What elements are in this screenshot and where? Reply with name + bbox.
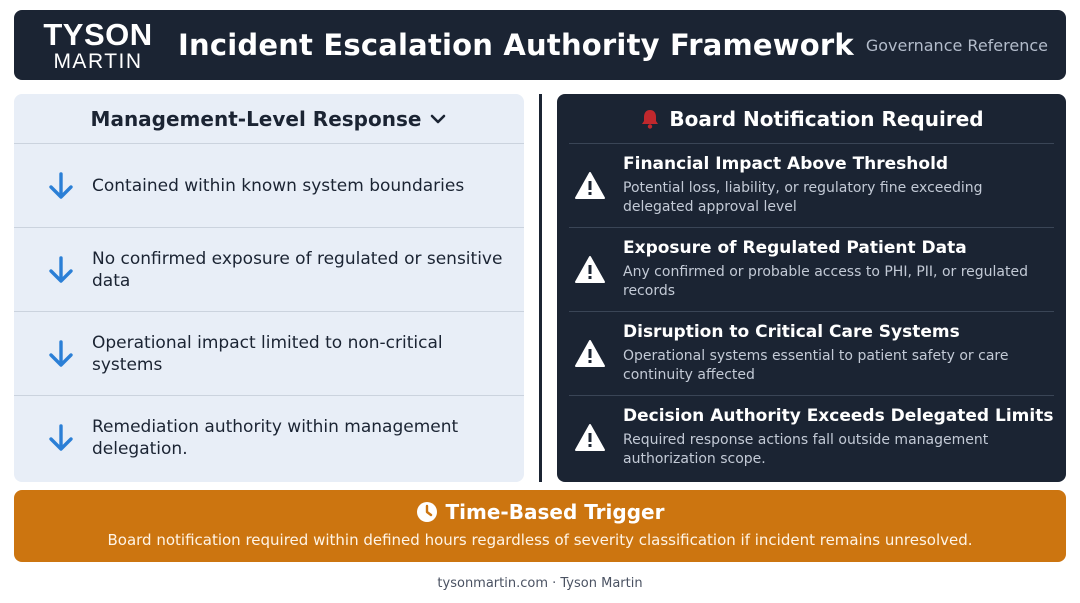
header-subtitle: Governance Reference [865,35,1048,55]
list-item [569,144,1054,228]
management-heading [14,94,524,144]
arrow-down-icon [47,423,75,453]
chevron-down-icon [429,110,447,128]
trigger-heading-label: Time-Based Trigger [445,500,665,524]
arrow-down-icon [47,339,75,369]
page-title: Incident Escalation Authority Framework [178,28,854,62]
board-panel [557,94,1066,482]
list-item [14,228,524,312]
management-item-text: Operational impact limited to non-critical systems [92,332,443,375]
list-item [14,396,524,480]
management-item-text: No confirmed exposure of regulated or sensitive data [92,248,503,291]
board-item-title: Exposure of Regulated Patient Data [623,238,967,258]
management-item-text: Remediation authority within management delegation. [92,417,459,459]
board-item-desc: Operational systems essential to patient safety or care continuity affected [623,348,1009,383]
logo [28,16,168,73]
list-item [569,228,1054,312]
list-item [14,312,524,396]
header-banner [14,10,1066,80]
board-item-title: Financial Impact Above Threshold [623,154,949,174]
arrow-down-icon [47,171,75,201]
management-heading-label: Management-Level Response [90,106,422,131]
board-item-desc: Potential loss, liability, or regulatory fine exceeding delegated approval level [623,180,983,215]
board-item-desc: Any confirmed or probable access to PHI, PII, or regulated records [623,264,1028,299]
warning-icon [574,339,606,369]
list-item [569,396,1054,480]
time-trigger-banner [14,490,1066,562]
bell-icon [639,108,661,130]
logo-line1: TYSON [43,16,153,52]
panel-divider [539,94,542,482]
board-heading [569,94,1054,144]
board-heading-label: Board Notification Required [669,106,984,131]
warning-icon [574,423,606,453]
board-item-title: Decision Authority Exceeds Delegated Limits [623,406,1054,426]
footer: tysonmartin.com · Tyson Martin [437,576,643,591]
trigger-heading [14,500,1066,524]
logo-line2: MARTIN [53,49,143,73]
management-item-text: Contained within known system boundaries [92,175,465,196]
board-item-desc: Required response actions fall outside management authorization scope. [623,432,989,467]
arrow-down-icon [47,255,75,285]
warning-icon [574,255,606,285]
board-item-title: Disruption to Critical Care Systems [623,322,960,342]
list-item [569,312,1054,396]
management-panel [14,94,524,482]
list-item [14,144,524,228]
trigger-description: Board notification required within defined hours regardless of severity classification if incident remains unresolved. [107,531,973,549]
clock-icon [416,501,438,523]
warning-icon [574,171,606,201]
